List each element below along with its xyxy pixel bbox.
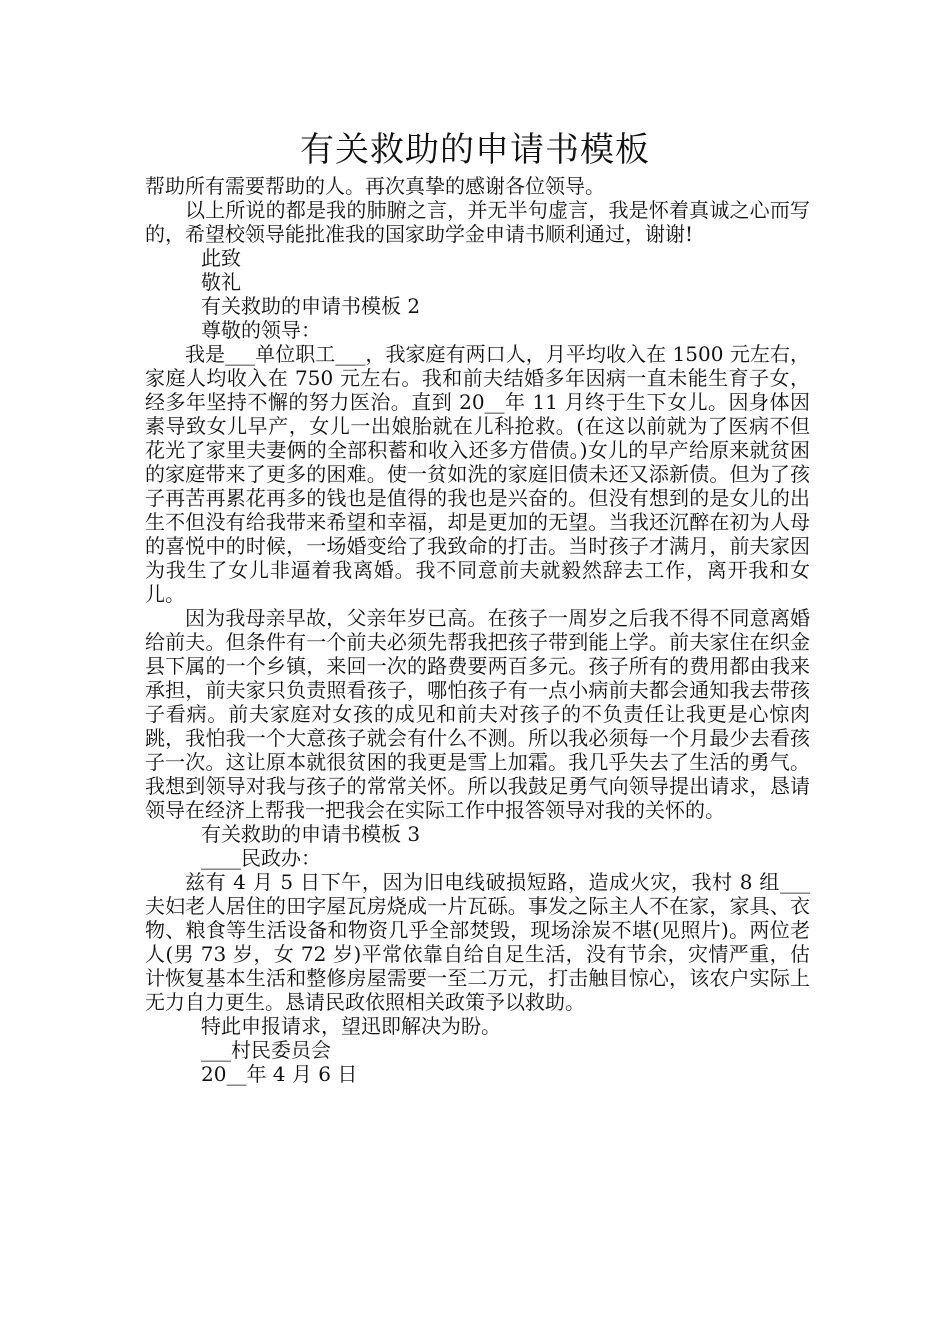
signature-date: 20__年 4 月 6 日 [201,1062,358,1086]
document-title: 有关救助的申请书模板 [300,130,650,170]
greeting-leaders: 尊敬的领导： [201,318,321,342]
salutation-jingli: 敬礼 [201,270,241,294]
paragraph-divorce-request: 因为我母亲早故，父亲年岁已高。在孩子一周岁之后我不得不同意离婚给前夫。但条件有一个前夫必须先帮我把孩子带到能上学。前夫家住在织金县下属的一个乡镇，来回一次的路费要两百多元。孩子所有的费用都由我来承担，前夫家只负责照看孩子，哪怕孩子有一点小病前夫都会通知我去带孩子看病。前夫家庭对女孩的成见和前夫对孩子的不负责任让我更是心惊肉跳，我怕我一个大意孩子就会有什么不测。所以我必须每一个月最少去看孩子一次。这让原本就很贫困的我更是雪上加霜。我几乎失去了生活的勇气。我想到领导对我与孩子的常常关怀。所以我鼓足勇气向领导提出请求，恳请领导在经济上帮我一把我会在实际工作中报答领导对我的关怀的。 [145,606,810,822]
closing-request: 特此申报请求，望迅即解决为盼。 [201,1014,501,1038]
paragraph-sincerity: 以上所说的都是我的肺腑之言，并无半句虚言，我是怀着真诚之心而写的，希望校领导能批准我的国家助学金申请书顺利通过，谢谢! [145,198,810,246]
signature-committee: ___村民委员会 [201,1038,331,1062]
paragraph-family-situation: 我是___单位职工___，我家庭有两口人，月平均收入在 1500 元左右，家庭人均收入在 750 元左右。我和前夫结婚多年因病一直未能生育子女，经多年坚持不懈的努力医治。直到 20__年 11 月终于生下女儿。因身体因素导致女儿早产，女儿一出娘胎就在儿科抢救。(在这以前就为了医病不但花光了家里夫妻俩的全部积蓄和收入还多方借债。)女儿的早产给原来就贫困的家庭带来了更多的困难。使一贫如洗的家庭旧债未还又添新债。但为了孩子再苦再累花再多的钱也是值得的我也是兴奋的。但没有想到的是女儿的出生不但没有给我带来希望和幸福，却是更加的无望。当我还沉醉在初为人母的喜悦中的时候，一场婚变给了我致命的打击。当时孩子才满月，前夫家因为我生了女儿非逼着我离婚。我不同意前夫就毅然辞去工作，离开我和女儿。 [145,342,810,606]
template-heading-3: 有关救助的申请书模板 3 [201,822,421,846]
document-body [145,174,810,1086]
addressee-civil-affairs: ____民政办： [201,846,321,870]
template-heading-2: 有关救助的申请书模板 2 [201,294,421,318]
paragraph-closing-thanks: 帮助所有需要帮助的人。再次真挚的感谢各位领导。 [145,174,605,198]
salutation-cizhi: 此致 [201,246,241,270]
paragraph-fire-incident: 兹有 4 月 5 日下午，因为旧电线破损短路，造成火灾，我村 8 组___夫妇老人居住的田字屋瓦房烧成一片瓦砾。事发之际主人不在家，家具、衣物、粮食等生活设备和物资几乎全部焚毁，现场涂炭不堪(见照片)。两位老人(男 73 岁，女 72 岁)平常依靠自给自足生活，没有节余，灾情严重，估计恢复基本生活和整修房屋需要一至二万元，打击触目惊心，该农户实际上无力自力更生。恳请民政依照相关政策予以救助。 [145,870,810,1014]
